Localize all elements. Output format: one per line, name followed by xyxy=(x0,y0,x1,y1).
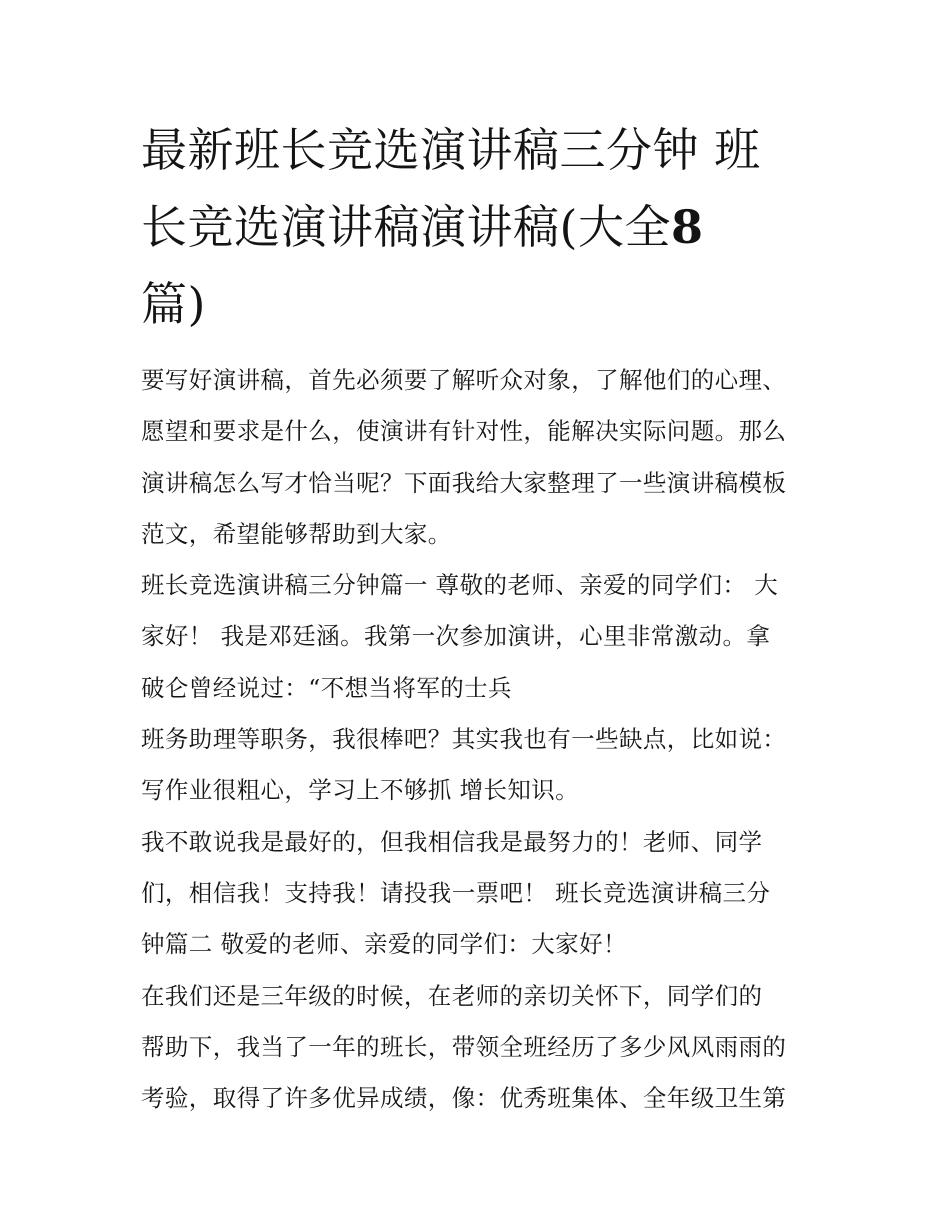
title-line-2-text: 长竞选演讲稿演讲稿(大全 xyxy=(141,200,671,254)
title-line-2 xyxy=(141,189,813,266)
text-line: 要写好演讲稿，首先必须要了解听众对象，了解他们的心理、 xyxy=(141,366,787,394)
text-line: 帮助下，我当了一年的班长，带领全班经历了多少风风雨雨的 xyxy=(141,1032,787,1061)
text-line: 们，相信我！支持我！请投我一票吧！ 班长竞选演讲稿三分 xyxy=(141,878,771,907)
text-line: 范文，希望能够帮助到大家。 xyxy=(141,519,452,548)
text-line: 班务助理等职务，我很棒吧？其实我也有一些缺点，比如说： xyxy=(141,725,787,754)
text-line: 班长竞选演讲稿三分钟篇一 尊敬的老师、亲爱的同学们： 大 xyxy=(141,571,779,600)
body-text xyxy=(141,355,813,1124)
title-line-2-number: 8 xyxy=(670,200,704,254)
title-line-1: 最新班长竞选演讲稿三分钟 班 xyxy=(141,123,761,177)
text-line: 考验，取得了许多优异成绩，像：优秀班集体、全年级卫生第 xyxy=(141,1084,787,1113)
text-line: 在我们还是三年级的时候，在老师的亲切关怀下，同学们的 xyxy=(141,981,763,1010)
text-line: 家好！ 我是邓廷涵。我第一次参加演讲，心里非常激动。拿 xyxy=(141,622,771,651)
text-line: 钟篇二 敬爱的老师、亲爱的同学们：大家好！ xyxy=(141,930,627,959)
text-line: 破仑曾经说过：“不想当将军的士兵 xyxy=(141,673,512,702)
document-title xyxy=(141,112,813,343)
title-line-3: 篇) xyxy=(141,277,206,331)
document-page xyxy=(141,112,813,1124)
text-line: 演讲稿怎么写才恰当呢？下面我给大家整理了一些演讲稿模板 xyxy=(141,468,787,497)
text-line: 写作业很粗心，学习上不够抓 增长知识。 xyxy=(141,776,580,805)
text-line: 愿望和要求是什么，使演讲有针对性，能解决实际问题。那么 xyxy=(141,417,787,446)
text-line: 我不敢说我是最好的，但我相信我是最努力的！老师、同学 xyxy=(141,827,763,856)
